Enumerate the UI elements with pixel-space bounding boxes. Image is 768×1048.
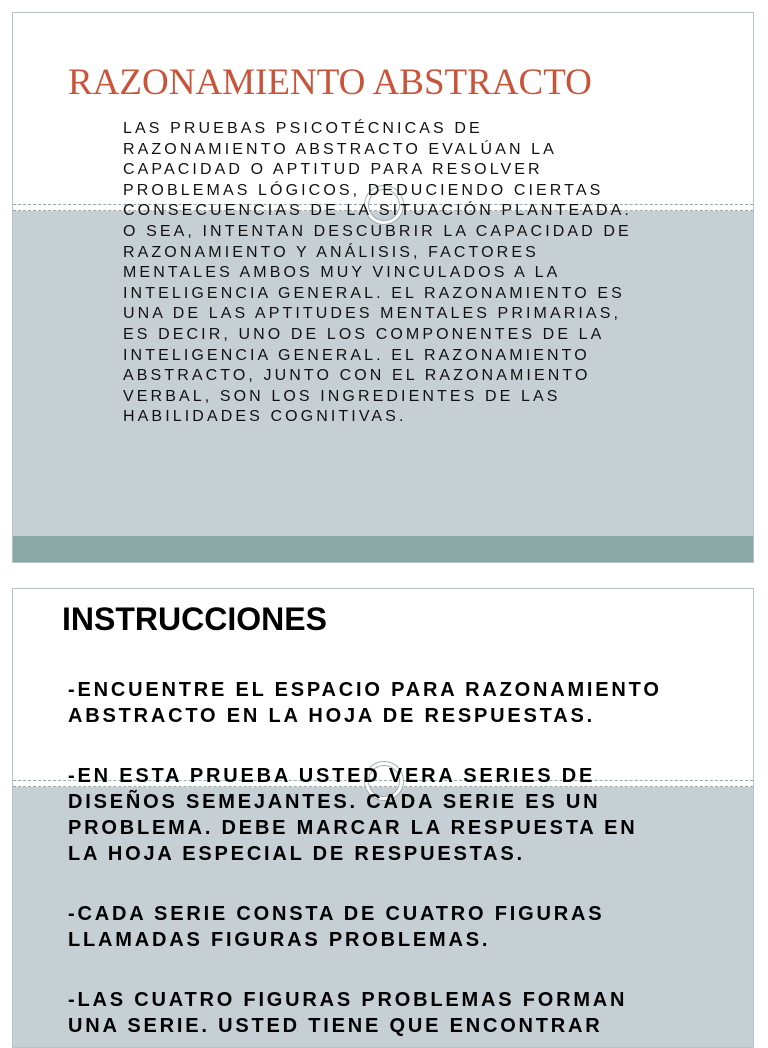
instruction-paragraph: -ENCUENTRE EL ESPACIO PARA RAZONAMIENTO ABSTRACTO EN LA HOJA DE RESPUESTAS. [68,679,662,727]
slide-instrucciones [12,588,754,1048]
instruction-paragraph: -EN ESTA PRUEBA USTED VERA SERIES DE DISEÑOS SEMEJANTES. CADA SERIE ES UN PROBLEMA. DEBE MARCAR LA RESPUESTA EN LA HOJA ESPECIAL DE RESPUESTAS. [68,765,638,865]
slide-body-text: LAS PRUEBAS PSICOTÉCNICAS DE RAZONAMIENTO ABSTRACTO EVALÚAN LA CAPACIDAD O APTITUD PARA RESOLVER PROBLEMAS LÓGICOS, DEDUCIENDO CIERTAS CONSECUENCIAS DE LA SITUACIÓN PLANTEADA. O SEA, INTENTAN DESCUBRIR LA CAPACIDAD DE RAZONAMIENTO Y ANÁLISIS, FACTORES MENTALES AMBOS MUY VINCULADOS A LA INTELIGENCIA GENERAL. EL RAZONAMIENTO ES UNA DE LAS APTITUDES MENTALES PRIMARIAS, ES DECIR, UNO DE LOS COMPONENTES DE LA INTELIGENCIA GENERAL. EL RAZONAMIENTO ABSTRACTO, JUNTO CON EL RAZONAMIENTO VERBAL, SON LOS INGREDIENTES DE LAS HABILIDADES COGNITIVAS. [123,120,632,426]
slide-title: INSTRUCCIONES [62,601,327,637]
slide-razonamiento-abstracto [12,12,754,563]
instruction-paragraph: -LAS CUATRO FIGURAS PROBLEMAS FORMAN UNA SERIE. USTED TIENE QUE ENCONTRAR [68,989,628,1037]
instruction-paragraph: -CADA SERIE CONSTA DE CUATRO FIGURAS LLAMADAS FIGURAS PROBLEMAS. [68,903,605,951]
slide-footer-band [13,536,753,563]
slide-title: RAZONAMIENTO ABSTRACTO [68,62,592,103]
